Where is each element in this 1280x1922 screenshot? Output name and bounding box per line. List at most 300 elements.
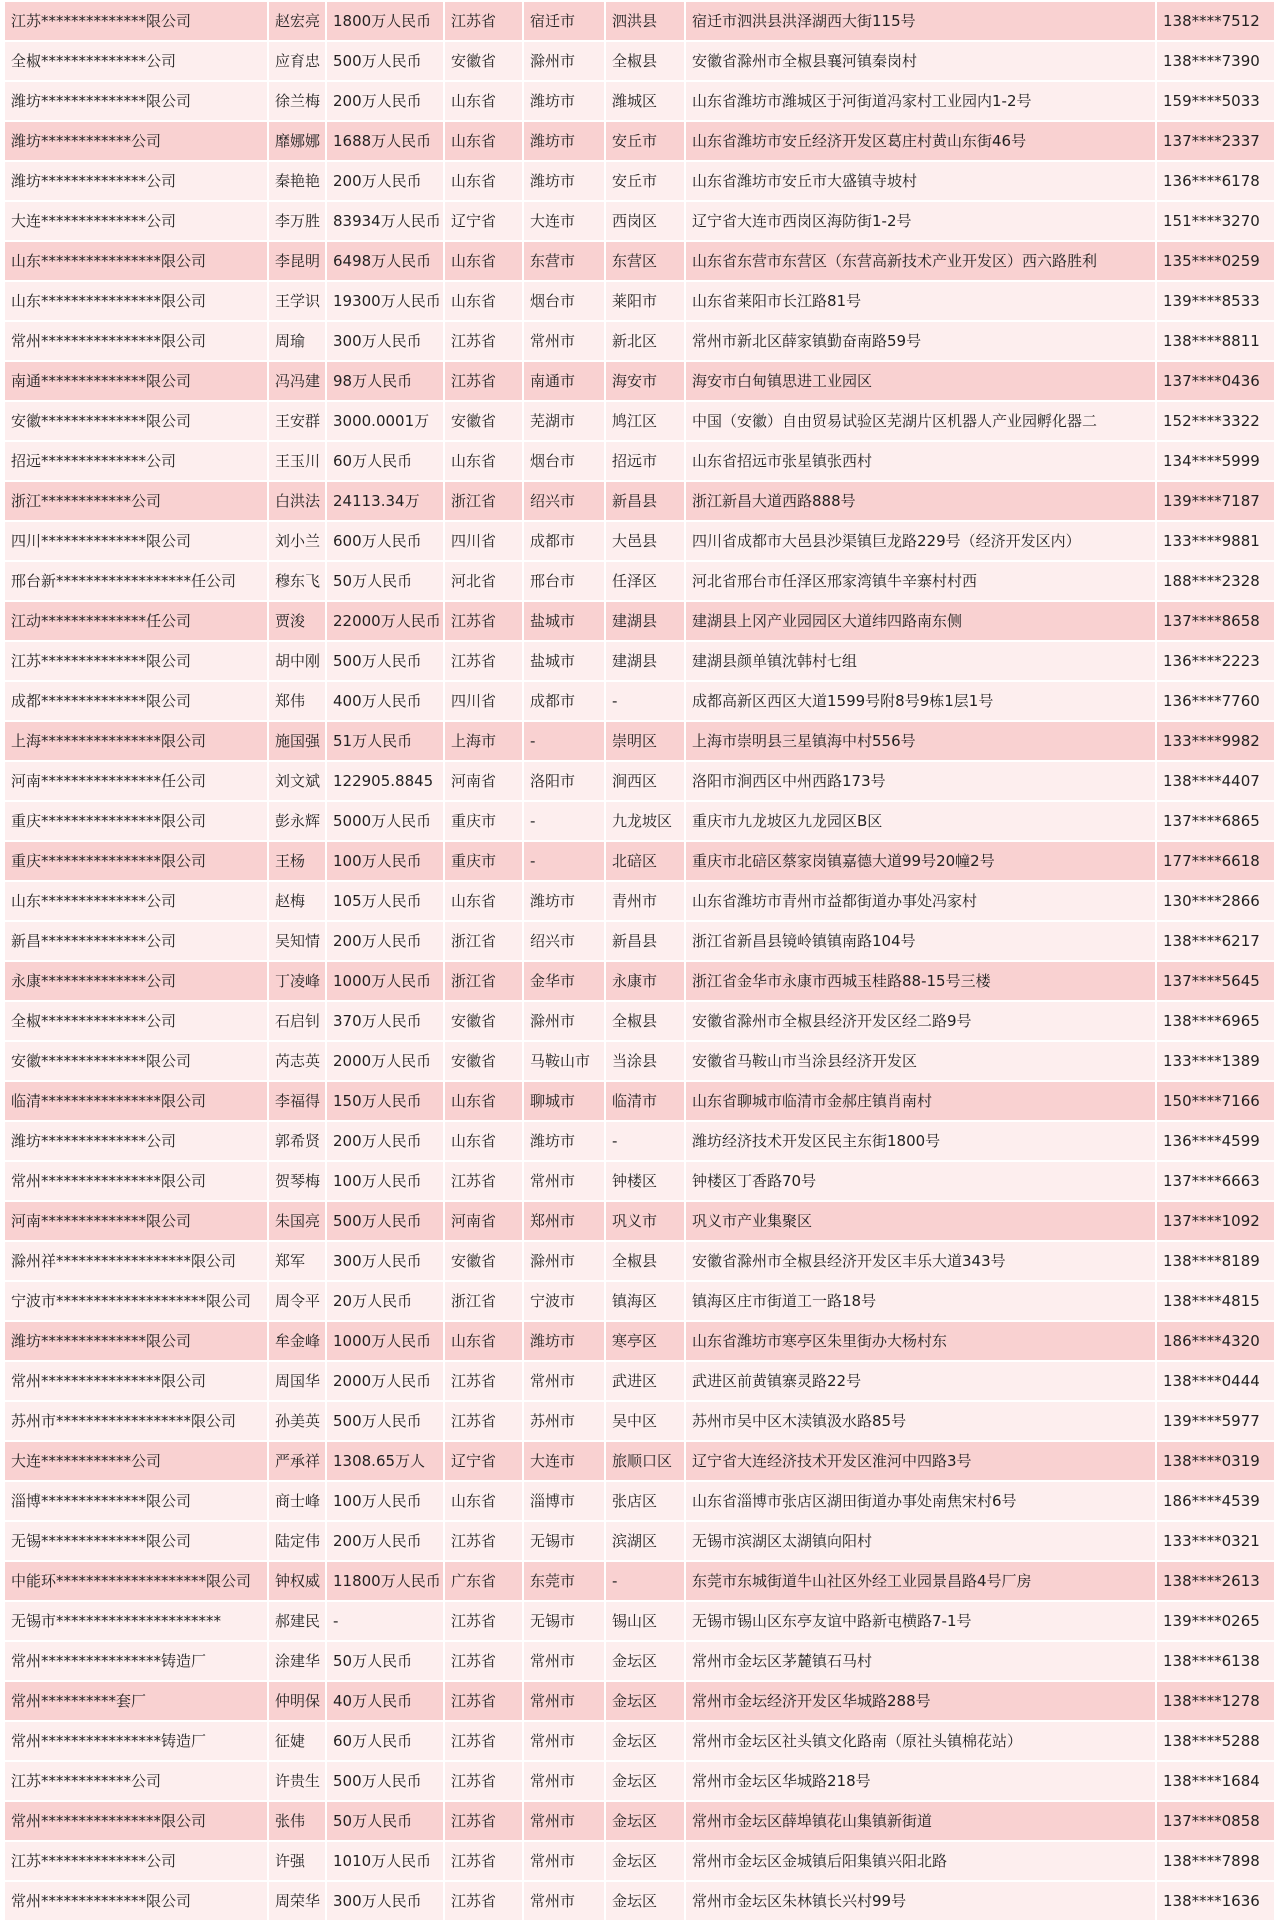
cell-company-name: 无锡**************限公司 [5, 1521, 268, 1561]
cell-company-name: 常州****************铸造厂 [5, 1641, 268, 1681]
cell-province: 山东省 [444, 81, 523, 121]
cell-city: 绍兴市 [523, 921, 605, 961]
cell-company-name: 全椒**************公司 [5, 41, 268, 81]
cell-district: 安丘市 [605, 121, 685, 161]
cell-district: 招远市 [605, 441, 685, 481]
cell-company-name: 临清****************限公司 [5, 1081, 268, 1121]
cell-district: 巩义市 [605, 1201, 685, 1241]
cell-registered-capital: 2000万人民币 [326, 1041, 444, 1081]
cell-phone: 136****7760 [1156, 681, 1275, 721]
cell-province: 重庆市 [444, 841, 523, 881]
cell-address: 浙江省金华市永康市西城玉桂路88-15号三楼 [685, 961, 1156, 1001]
cell-phone: 138****1684 [1156, 1761, 1275, 1801]
cell-city: 盐城市 [523, 641, 605, 681]
cell-address: 重庆市北碚区蔡家岗镇嘉德大道99号20幢2号 [685, 841, 1156, 881]
cell-district: 临清市 [605, 1081, 685, 1121]
table-row [5, 761, 1275, 801]
cell-registered-capital: 600万人民币 [326, 521, 444, 561]
cell-company-name: 江动**************任公司 [5, 601, 268, 641]
cell-phone: 135****0259 [1156, 241, 1275, 281]
cell-address: 山东省东营市东营区（东营高新技术产业开发区）西六路胜利 [685, 241, 1156, 281]
cell-registered-capital: 50万人民币 [326, 1641, 444, 1681]
cell-address: 山东省莱阳市长江路81号 [685, 281, 1156, 321]
cell-city: 烟台市 [523, 441, 605, 481]
cell-phone: 138****7390 [1156, 41, 1275, 81]
cell-city: 常州市 [523, 1841, 605, 1881]
cell-address: 山东省潍坊市安丘经济开发区葛庄村黄山东街46号 [685, 121, 1156, 161]
cell-registered-capital: 200万人民币 [326, 81, 444, 121]
cell-phone: 133****9982 [1156, 721, 1275, 761]
cell-company-name: 河南****************任公司 [5, 761, 268, 801]
table-row [5, 241, 1275, 281]
cell-city: 南通市 [523, 361, 605, 401]
table-row [5, 561, 1275, 601]
table-row [5, 1801, 1275, 1841]
table-row [5, 1841, 1275, 1881]
cell-legal-rep: 严承祥 [268, 1441, 326, 1481]
cell-address: 宿迁市泗洪县洪泽湖西大街115号 [685, 2, 1156, 41]
cell-address: 建湖县颜单镇沈韩村七组 [685, 641, 1156, 681]
table-row [5, 1681, 1275, 1721]
cell-registered-capital: 2000万人民币 [326, 1361, 444, 1401]
cell-company-name: 江苏************公司 [5, 1761, 268, 1801]
cell-legal-rep: 征婕 [268, 1721, 326, 1761]
cell-address: 常州市金坛区金城镇后阳集镇兴阳北路 [685, 1841, 1156, 1881]
cell-city: 金华市 [523, 961, 605, 1001]
cell-address: 辽宁省大连经济技术开发区淮河中四路3号 [685, 1441, 1156, 1481]
table-row [5, 801, 1275, 841]
cell-registered-capital: 98万人民币 [326, 361, 444, 401]
cell-phone: 136****4599 [1156, 1121, 1275, 1161]
cell-phone: 139****7187 [1156, 481, 1275, 521]
cell-district: 金坛区 [605, 1721, 685, 1761]
table-row [5, 1121, 1275, 1161]
cell-company-name: 宁波市********************限公司 [5, 1281, 268, 1321]
cell-registered-capital: 200万人民币 [326, 921, 444, 961]
cell-company-name: 常州**********套厂 [5, 1681, 268, 1721]
table-row [5, 1721, 1275, 1761]
cell-company-name: 江苏**************公司 [5, 1841, 268, 1881]
cell-company-name: 重庆****************限公司 [5, 841, 268, 881]
table-row [5, 881, 1275, 921]
cell-legal-rep: 施国强 [268, 721, 326, 761]
cell-registered-capital: 1000万人民币 [326, 961, 444, 1001]
cell-registered-capital: 5000万人民币 [326, 801, 444, 841]
cell-province: 山东省 [444, 121, 523, 161]
cell-legal-rep: 王学识 [268, 281, 326, 321]
cell-city: 东营市 [523, 241, 605, 281]
cell-phone: 130****2866 [1156, 881, 1275, 921]
table-row [5, 1761, 1275, 1801]
cell-company-name: 安徽**************限公司 [5, 401, 268, 441]
cell-district: 镇海区 [605, 1281, 685, 1321]
table-row [5, 1361, 1275, 1401]
cell-district: 金坛区 [605, 1681, 685, 1721]
cell-province: 江苏省 [444, 1681, 523, 1721]
cell-phone: 139****8533 [1156, 281, 1275, 321]
cell-company-name: 无锡市********************** [5, 1601, 268, 1641]
cell-province: 四川省 [444, 521, 523, 561]
cell-address: 常州市新北区薛家镇勤奋南路59号 [685, 321, 1156, 361]
cell-registered-capital: 50万人民币 [326, 561, 444, 601]
cell-phone: 138****0444 [1156, 1361, 1275, 1401]
cell-registered-capital: 100万人民币 [326, 1161, 444, 1201]
cell-company-name: 江苏**************限公司 [5, 641, 268, 681]
cell-legal-rep: 芮志英 [268, 1041, 326, 1081]
cell-registered-capital: 500万人民币 [326, 41, 444, 81]
cell-province: 山东省 [444, 1481, 523, 1521]
cell-address: 河北省邢台市任泽区邢家湾镇牛辛寨村村西 [685, 561, 1156, 601]
cell-registered-capital: 1000万人民币 [326, 1321, 444, 1361]
cell-district: 潍城区 [605, 81, 685, 121]
cell-phone: 186****4320 [1156, 1321, 1275, 1361]
cell-province: 江苏省 [444, 1721, 523, 1761]
cell-company-name: 潍坊**************限公司 [5, 81, 268, 121]
cell-legal-rep: 王安群 [268, 401, 326, 441]
cell-address: 辽宁省大连市西岗区海防街1-2号 [685, 201, 1156, 241]
cell-district: - [605, 1121, 685, 1161]
cell-legal-rep: 朱国亮 [268, 1201, 326, 1241]
cell-district: 金坛区 [605, 1761, 685, 1801]
cell-district: 涧西区 [605, 761, 685, 801]
cell-registered-capital: 1010万人民币 [326, 1841, 444, 1881]
cell-province: 安徽省 [444, 41, 523, 81]
cell-address: 常州市金坛区社头镇文化路南（原社头镇棉花站） [685, 1721, 1156, 1761]
cell-city: 常州市 [523, 1641, 605, 1681]
cell-phone: 138****5288 [1156, 1721, 1275, 1761]
table-body [5, 2, 1275, 1921]
cell-phone: 138****7512 [1156, 2, 1275, 41]
cell-address: 成都高新区西区大道1599号附8号9栋1层1号 [685, 681, 1156, 721]
cell-registered-capital: 51万人民币 [326, 721, 444, 761]
cell-province: 辽宁省 [444, 1441, 523, 1481]
cell-province: 上海市 [444, 721, 523, 761]
cell-district: 安丘市 [605, 161, 685, 201]
cell-district: 泗洪县 [605, 2, 685, 41]
cell-province: 山东省 [444, 881, 523, 921]
cell-registered-capital: 1688万人民币 [326, 121, 444, 161]
cell-province: 安徽省 [444, 1001, 523, 1041]
cell-city: 淄博市 [523, 1481, 605, 1521]
cell-address: 重庆市九龙坡区九龙园区B区 [685, 801, 1156, 841]
table-row [5, 1201, 1275, 1241]
cell-registered-capital: 19300万人民币 [326, 281, 444, 321]
cell-company-name: 滁州祥******************限公司 [5, 1241, 268, 1281]
cell-district: 建湖县 [605, 641, 685, 681]
table-row [5, 321, 1275, 361]
cell-company-name: 重庆****************限公司 [5, 801, 268, 841]
cell-company-name: 常州****************限公司 [5, 1801, 268, 1841]
cell-city: 聊城市 [523, 1081, 605, 1121]
cell-district: 武进区 [605, 1361, 685, 1401]
cell-district: 金坛区 [605, 1841, 685, 1881]
cell-phone: 138****4407 [1156, 761, 1275, 801]
cell-city: 洛阳市 [523, 761, 605, 801]
cell-city: 烟台市 [523, 281, 605, 321]
table-row [5, 2, 1275, 41]
cell-company-name: 常州****************限公司 [5, 321, 268, 361]
cell-address: 山东省潍坊市潍城区于河街道冯家村工业园内1-2号 [685, 81, 1156, 121]
cell-province: 河南省 [444, 761, 523, 801]
table-row [5, 1401, 1275, 1441]
cell-district: 任泽区 [605, 561, 685, 601]
cell-registered-capital: 400万人民币 [326, 681, 444, 721]
cell-address: 山东省潍坊市青州市益都街道办事处冯家村 [685, 881, 1156, 921]
cell-district: 锡山区 [605, 1601, 685, 1641]
cell-company-name: 常州****************限公司 [5, 1161, 268, 1201]
cell-registered-capital: 24113.34万 [326, 481, 444, 521]
cell-registered-capital: 100万人民币 [326, 1481, 444, 1521]
cell-registered-capital: 20万人民币 [326, 1281, 444, 1321]
cell-district: - [605, 681, 685, 721]
cell-legal-rep: 丁凌峰 [268, 961, 326, 1001]
table-row [5, 1521, 1275, 1561]
cell-legal-rep: 周瑜 [268, 321, 326, 361]
cell-district: 鸠江区 [605, 401, 685, 441]
cell-phone: 139****5977 [1156, 1401, 1275, 1441]
cell-legal-rep: 贾浚 [268, 601, 326, 641]
table-row [5, 1641, 1275, 1681]
cell-city: 大连市 [523, 201, 605, 241]
cell-address: 建湖县上冈产业园园区大道纬四路南东侧 [685, 601, 1156, 641]
cell-city: 成都市 [523, 681, 605, 721]
cell-registered-capital: 500万人民币 [326, 1201, 444, 1241]
cell-legal-rep: 周国华 [268, 1361, 326, 1401]
cell-legal-rep: 石启钊 [268, 1001, 326, 1041]
cell-company-name: 全椒**************公司 [5, 1001, 268, 1041]
cell-company-name: 中能环********************限公司 [5, 1561, 268, 1601]
cell-address: 海安市白甸镇思进工业园区 [685, 361, 1156, 401]
cell-address: 浙江省新昌县镜岭镇镇南路104号 [685, 921, 1156, 961]
cell-company-name: 南通**************限公司 [5, 361, 268, 401]
cell-company-name: 河南**************限公司 [5, 1201, 268, 1241]
cell-phone: 139****0265 [1156, 1601, 1275, 1641]
table-row [5, 201, 1275, 241]
cell-phone: 151****3270 [1156, 201, 1275, 241]
cell-address: 安徽省滁州市全椒县经济开发区经二路9号 [685, 1001, 1156, 1041]
cell-city: 无锡市 [523, 1521, 605, 1561]
cell-registered-capital: 300万人民币 [326, 1881, 444, 1921]
cell-province: 江苏省 [444, 641, 523, 681]
cell-city: 常州市 [523, 1161, 605, 1201]
cell-registered-capital: 11800万人民币 [326, 1561, 444, 1601]
cell-city: - [523, 841, 605, 881]
cell-address: 无锡市锡山区东亭友谊中路新屯横路7-1号 [685, 1601, 1156, 1641]
cell-legal-rep: 王杨 [268, 841, 326, 881]
cell-phone: 137****1092 [1156, 1201, 1275, 1241]
cell-registered-capital: 300万人民币 [326, 321, 444, 361]
cell-province: 江苏省 [444, 2, 523, 41]
cell-address: 山东省潍坊市寒亭区朱里街办大杨村东 [685, 1321, 1156, 1361]
cell-phone: 137****6663 [1156, 1161, 1275, 1201]
cell-province: 江苏省 [444, 1641, 523, 1681]
cell-city: 滁州市 [523, 41, 605, 81]
cell-district: 永康市 [605, 961, 685, 1001]
cell-province: 江苏省 [444, 601, 523, 641]
cell-phone: 138****1636 [1156, 1881, 1275, 1921]
cell-city: 芜湖市 [523, 401, 605, 441]
cell-address: 常州市金坛区华城路218号 [685, 1761, 1156, 1801]
cell-registered-capital: 300万人民币 [326, 1241, 444, 1281]
cell-phone: 152****3322 [1156, 401, 1275, 441]
cell-district: 滨湖区 [605, 1521, 685, 1561]
cell-company-name: 山东****************限公司 [5, 281, 268, 321]
table-row [5, 481, 1275, 521]
cell-phone: 136****6178 [1156, 161, 1275, 201]
cell-legal-rep: 郑伟 [268, 681, 326, 721]
table-row [5, 121, 1275, 161]
cell-city: 常州市 [523, 1361, 605, 1401]
cell-phone: 137****6865 [1156, 801, 1275, 841]
cell-company-name: 淄博**************限公司 [5, 1481, 268, 1521]
cell-registered-capital: 122905.8845 [326, 761, 444, 801]
cell-address: 浙江新昌大道西路888号 [685, 481, 1156, 521]
cell-province: 山东省 [444, 161, 523, 201]
cell-province: 安徽省 [444, 1241, 523, 1281]
cell-district: 张店区 [605, 1481, 685, 1521]
cell-address: 中国（安徽）自由贸易试验区芜湖片区机器人产业园孵化器二 [685, 401, 1156, 441]
cell-registered-capital: 200万人民币 [326, 161, 444, 201]
cell-city: 潍坊市 [523, 81, 605, 121]
cell-province: 江苏省 [444, 361, 523, 401]
cell-address: 上海市崇明县三星镇海中村556号 [685, 721, 1156, 761]
cell-district: 寒亭区 [605, 1321, 685, 1361]
cell-address: 苏州市吴中区木渎镇汲水路85号 [685, 1401, 1156, 1441]
cell-company-name: 常州****************限公司 [5, 1361, 268, 1401]
cell-district: 新昌县 [605, 921, 685, 961]
cell-district: 北碚区 [605, 841, 685, 881]
cell-address: 东莞市东城街道牛山社区外经工业园景昌路4号厂房 [685, 1561, 1156, 1601]
cell-province: 江苏省 [444, 1801, 523, 1841]
table-row [5, 1321, 1275, 1361]
cell-district: 莱阳市 [605, 281, 685, 321]
table-row [5, 1241, 1275, 1281]
cell-city: 常州市 [523, 1721, 605, 1761]
cell-province: 江苏省 [444, 321, 523, 361]
cell-district: 钟楼区 [605, 1161, 685, 1201]
table-row [5, 161, 1275, 201]
cell-company-name: 山东**************公司 [5, 881, 268, 921]
cell-legal-rep: 王玉川 [268, 441, 326, 481]
cell-province: 安徽省 [444, 401, 523, 441]
cell-legal-rep: 李昆明 [268, 241, 326, 281]
table-row [5, 961, 1275, 1001]
cell-city: 绍兴市 [523, 481, 605, 521]
cell-province: 浙江省 [444, 481, 523, 521]
table-row [5, 1881, 1275, 1921]
cell-province: 江苏省 [444, 1761, 523, 1801]
cell-legal-rep: 李万胜 [268, 201, 326, 241]
cell-city: - [523, 721, 605, 761]
cell-phone: 138****8811 [1156, 321, 1275, 361]
cell-company-name: 山东****************限公司 [5, 241, 268, 281]
cell-province: 广东省 [444, 1561, 523, 1601]
cell-province: 江苏省 [444, 1361, 523, 1401]
cell-province: 山东省 [444, 441, 523, 481]
cell-registered-capital: 6498万人民币 [326, 241, 444, 281]
cell-phone: 138****8189 [1156, 1241, 1275, 1281]
cell-legal-rep: 李福得 [268, 1081, 326, 1121]
cell-city: 郑州市 [523, 1201, 605, 1241]
cell-phone: 133****9881 [1156, 521, 1275, 561]
cell-legal-rep: 赵梅 [268, 881, 326, 921]
cell-phone: 137****0436 [1156, 361, 1275, 401]
cell-registered-capital: 1308.65万人 [326, 1441, 444, 1481]
cell-city: 宁波市 [523, 1281, 605, 1321]
cell-province: 重庆市 [444, 801, 523, 841]
cell-province: 安徽省 [444, 1041, 523, 1081]
table-row [5, 1441, 1275, 1481]
cell-city: 盐城市 [523, 601, 605, 641]
cell-district: 新北区 [605, 321, 685, 361]
table-row [5, 1041, 1275, 1081]
cell-registered-capital: 83934万人民币 [326, 201, 444, 241]
cell-province: 江苏省 [444, 1401, 523, 1441]
cell-phone: 136****2223 [1156, 641, 1275, 681]
cell-company-name: 新昌**************公司 [5, 921, 268, 961]
cell-legal-rep: 靡娜娜 [268, 121, 326, 161]
cell-company-name: 潍坊**************公司 [5, 161, 268, 201]
cell-phone: 138****4815 [1156, 1281, 1275, 1321]
table-row [5, 1481, 1275, 1521]
cell-district: 建湖县 [605, 601, 685, 641]
cell-company-name: 潍坊**************限公司 [5, 1321, 268, 1361]
cell-city: 常州市 [523, 1681, 605, 1721]
cell-address: 山东省潍坊市安丘市大盛镇寺坡村 [685, 161, 1156, 201]
cell-registered-capital: 50万人民币 [326, 1801, 444, 1841]
table-row [5, 81, 1275, 121]
cell-legal-rep: 仲明保 [268, 1681, 326, 1721]
cell-registered-capital: 22000万人民币 [326, 601, 444, 641]
cell-city: 潍坊市 [523, 121, 605, 161]
table-row [5, 641, 1275, 681]
cell-legal-rep: 冯冯建 [268, 361, 326, 401]
cell-legal-rep: 牟金峰 [268, 1321, 326, 1361]
cell-phone: 186****4539 [1156, 1481, 1275, 1521]
cell-phone: 137****0858 [1156, 1801, 1275, 1841]
cell-address: 无锡市滨湖区太湖镇向阳村 [685, 1521, 1156, 1561]
cell-province: 河南省 [444, 1201, 523, 1241]
cell-province: 浙江省 [444, 961, 523, 1001]
cell-phone: 133****0321 [1156, 1521, 1275, 1561]
cell-city: 成都市 [523, 521, 605, 561]
cell-city: 潍坊市 [523, 881, 605, 921]
cell-company-name: 潍坊************公司 [5, 121, 268, 161]
cell-legal-rep: 涂建华 [268, 1641, 326, 1681]
cell-company-name: 邢台新******************任公司 [5, 561, 268, 601]
cell-legal-rep: 赵宏亮 [268, 2, 326, 41]
cell-province: 江苏省 [444, 1161, 523, 1201]
cell-phone: 138****6217 [1156, 921, 1275, 961]
cell-legal-rep: 徐兰梅 [268, 81, 326, 121]
cell-phone: 138****6138 [1156, 1641, 1275, 1681]
cell-district: 崇明区 [605, 721, 685, 761]
cell-phone: 188****2328 [1156, 561, 1275, 601]
cell-address: 常州市金坛经济开发区华城路288号 [685, 1681, 1156, 1721]
cell-address: 常州市金坛区朱林镇长兴村99号 [685, 1881, 1156, 1921]
cell-city: 邢台市 [523, 561, 605, 601]
cell-province: 山东省 [444, 241, 523, 281]
cell-phone: 138****2613 [1156, 1561, 1275, 1601]
cell-registered-capital: 60万人民币 [326, 441, 444, 481]
cell-province: 浙江省 [444, 1281, 523, 1321]
cell-address: 潍坊经济技术开发区民主东街1800号 [685, 1121, 1156, 1161]
cell-city: 潍坊市 [523, 161, 605, 201]
cell-phone: 137****5645 [1156, 961, 1275, 1001]
cell-province: 山东省 [444, 1321, 523, 1361]
cell-province: 山东省 [444, 1121, 523, 1161]
cell-address: 安徽省滁州市全椒县经济开发区丰乐大道343号 [685, 1241, 1156, 1281]
